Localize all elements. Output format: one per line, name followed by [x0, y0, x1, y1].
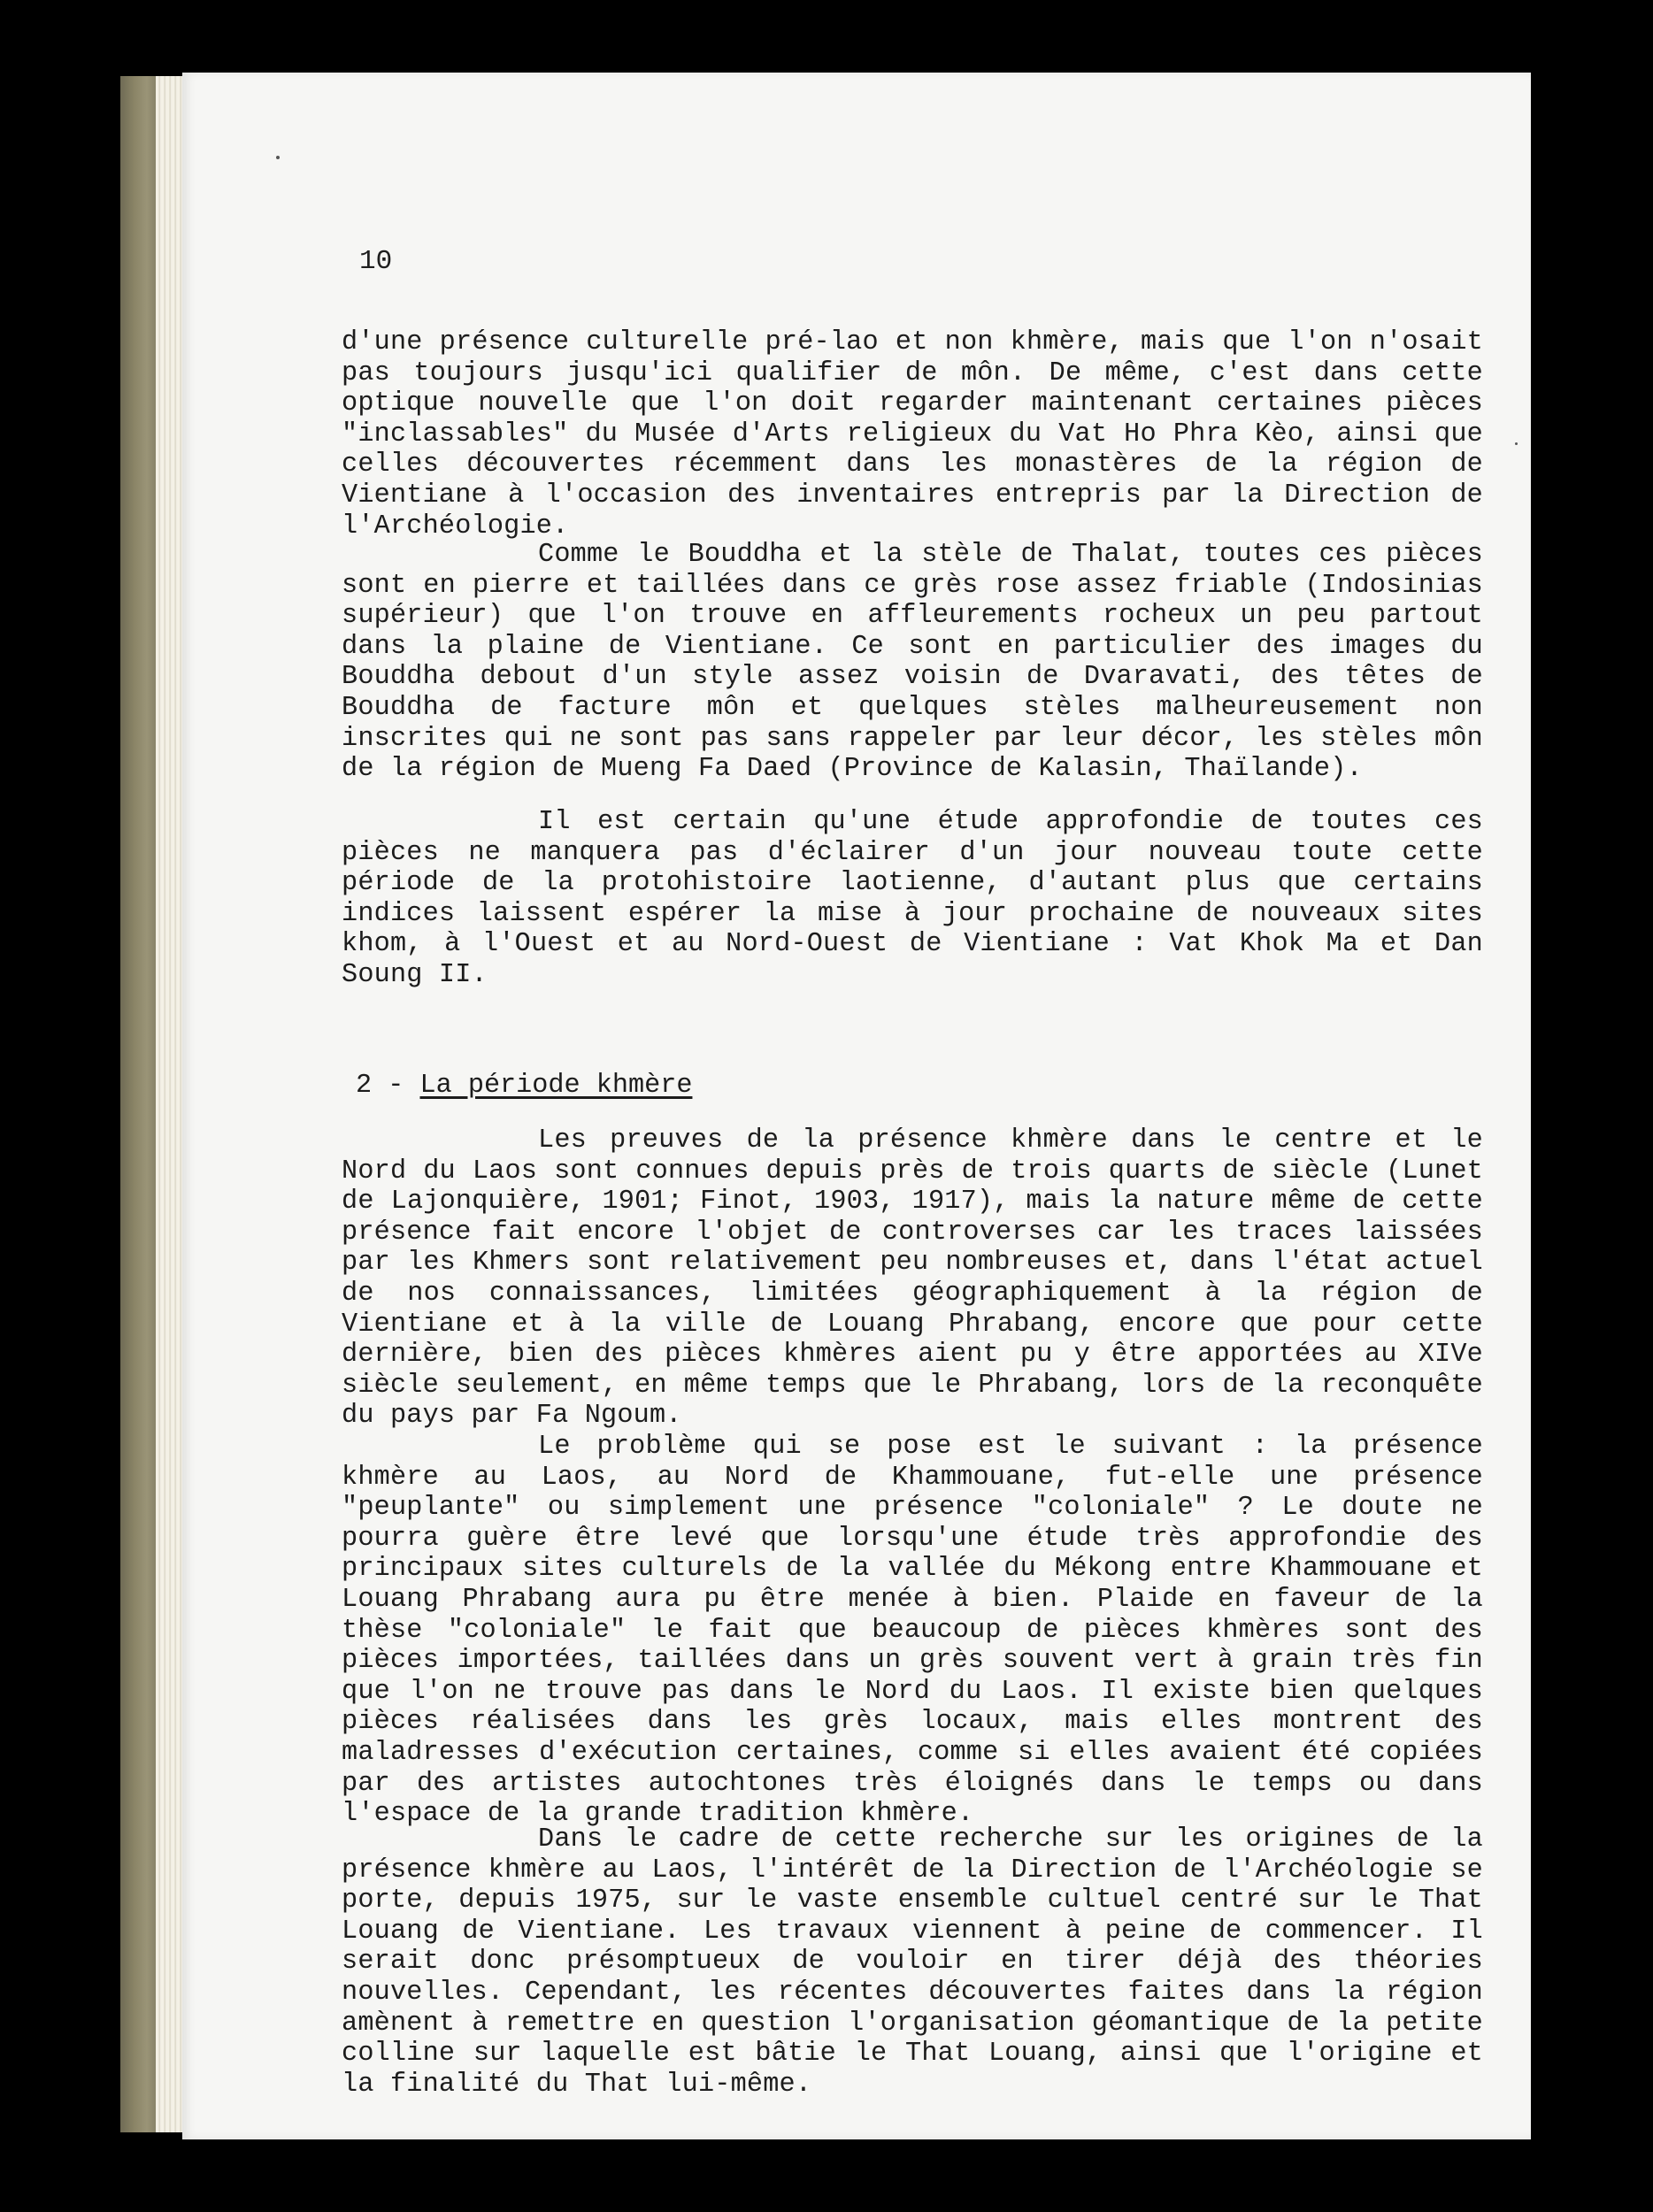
paragraph-3: Il est certain qu'une étude approfondie de toutes ces pièces ne manquera pas d'éclairer d'un jour nouveau toute cette période de la protohistoire laotienne, d'autant plus que certains indices laissent espérer la mise à jour prochaine de nouveaux sites khom, à l'Ouest et au Nord-Ouest de Vientiane : Vat Khok Ma et Dan Soung II.	[342, 807, 1483, 990]
paragraph-5: Le problème qui se pose est le suivant : la présence khmère au Laos, au Nord de Khammouane, fut-elle une présence "peuplante" ou simplement une présence "coloniale" ? Le doute ne pourra guère être levé que lorsqu'une étude très approfondie des principaux sites culturels de la vallée du Mékong entre Khammouane et Louang Phrabang aura pu être menée à bien. Plaide en faveur de la thèse "coloniale" le fait que beaucoup de pièces khmères sont des pièces importées, taillées dans un grès souvent vert à grain très fin que l'on ne trouve pas dans le Nord du Laos. Il existe bien quelques pièces réalisées dans les grès locaux, mais elles montrent des maladresses d'exécution certaines, comme si elles avaient été copiées par des artistes autochtones très éloignés dans le temps ou dans l'espace de la grande tradition khmère.	[342, 1432, 1483, 1830]
paragraph-4: Les preuves de la présence khmère dans le centre et le Nord du Laos sont connues depuis près de trois quarts de siècle (Lunet de Lajonquière, 1901; Finot, 1903, 1917), mais la nature même de cette présence fait encore l'objet de controverses car les traces laissées par les Khmers sont relativement peu nombreuses et, dans l'état actuel de nos connaissances, limitées géographiquement à la région de Vientiane et à la ville de Louang Phrabang, encore que pour cette dernière, bien des pièces khmères aient pu y être apportées au XIVe siècle seulement, en même temps que le Phrabang, lors de la reconquête du pays par Fa Ngoum.	[342, 1125, 1483, 1432]
paragraph-1: d'une présence culturelle pré-lao et non khmère, mais que l'on n'osait pas toujours jusqu'ici qualifier de môn. De même, c'est dans cette optique nouvelle que l'on doit regarder maintenant certaines pièces "inclassables" du Musée d'Arts religieux du Vat Ho Phra Kèo, ainsi que celles découvertes récemment dans les monastères de la région de Vientiane à l'occasion des inventaires entrepris par la Direction de l'Archéologie.	[342, 327, 1483, 541]
section-number: 2 -	[356, 1071, 404, 1101]
speck-mark	[1515, 442, 1518, 445]
paragraph-2: Comme le Bouddha et la stèle de Thalat, toutes ces pièces sont en pierre et taillées dans ce grès rose assez friable (Indosinias supérieur) que l'on trouve en affleurements rocheux un peu partout dans la plaine de Vientiane. Ce sont en particulier des images du Bouddha debout d'un style assez voisin de Dvaravati, des têtes de Bouddha de facture môn et quelques stèles malheureusement non inscrites qui ne sont pas sans rappeler par leur décor, les stèles môn de la région de Mueng Fa Daed (Province de Kalasin, Thaïlande).	[342, 540, 1483, 785]
section-heading	[356, 1071, 692, 1102]
page-number: 10	[359, 246, 393, 277]
paragraph-6: Dans le cadre de cette recherche sur les origines de la présence khmère au Laos, l'intérêt de la Direction de l'Archéologie se porte, depuis 1975, sur le vaste ensemble cultuel centré sur le That Louang de Vientiane. Les travaux viennent à peine de commencer. Il serait donc présomptueux de vouloir en tirer déjà des théories nouvelles. Cependant, les récentes découvertes faites dans la région amènent à remettre en question l'organisation géomantique de la petite colline sur laquelle est bâtie le That Louang, ainsi que l'origine et la finalité du That lui-même.	[342, 1824, 1483, 2100]
section-title: La période khmère	[419, 1071, 693, 1101]
document-page	[182, 73, 1531, 2139]
speck-mark	[276, 156, 280, 159]
